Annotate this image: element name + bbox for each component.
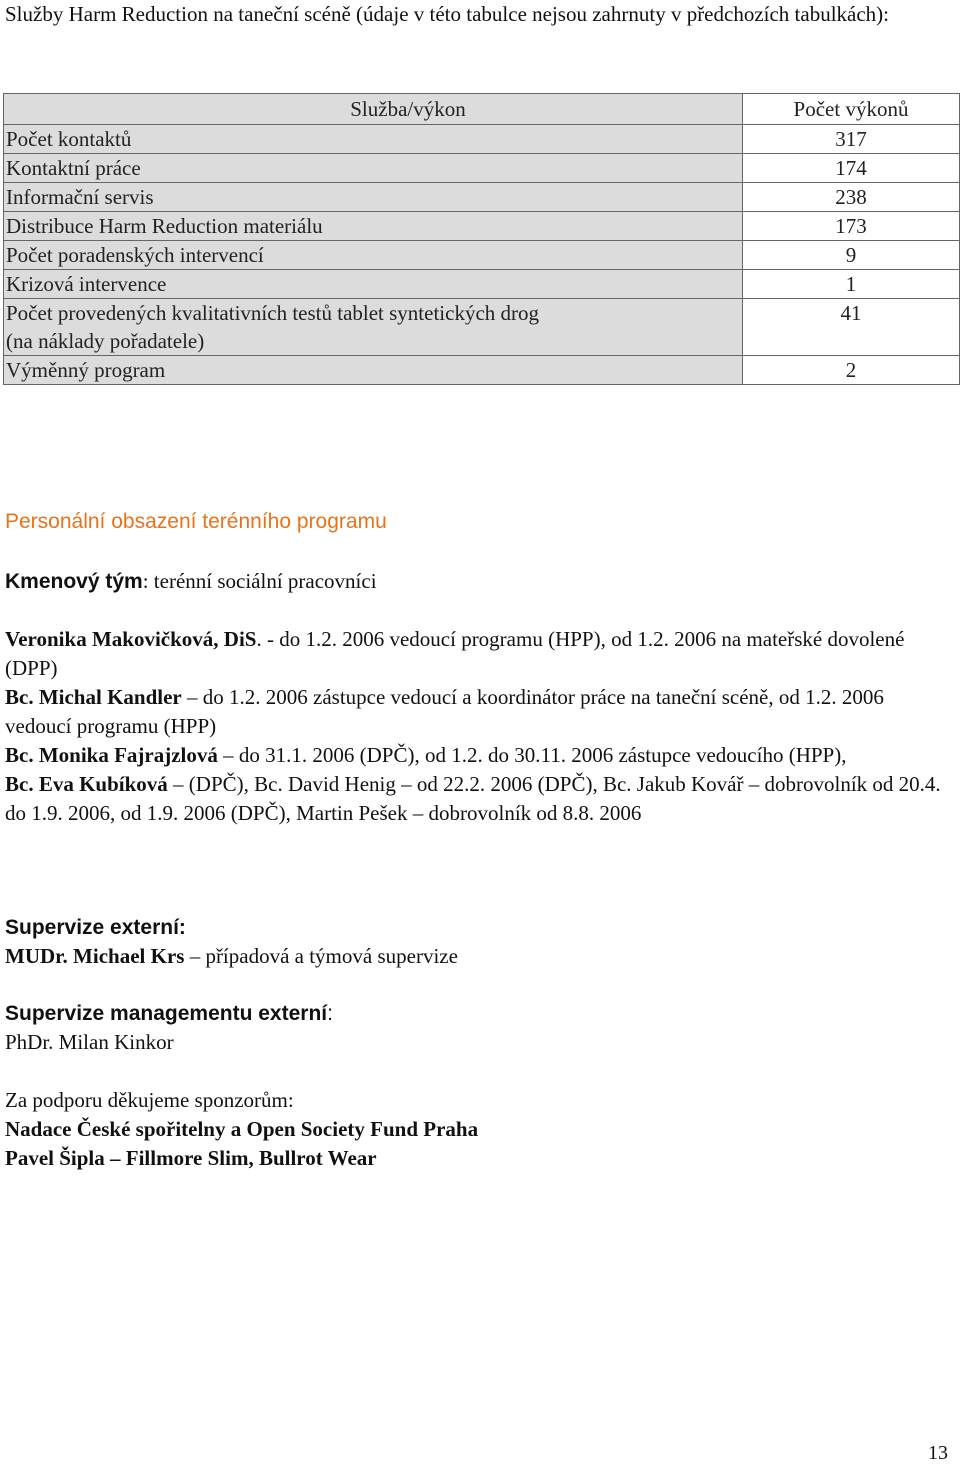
staff-name: Bc. Monika Fajrajzlová: [5, 743, 218, 767]
header-service: Služba/výkon: [4, 94, 743, 125]
page-number: 13: [928, 1442, 948, 1464]
staff-name: Bc. Michal Kandler: [5, 685, 182, 709]
table-row: [4, 212, 960, 241]
sponsor-line: Pavel Šipla – Fillmore Slim, Bullrot Wear: [5, 1146, 377, 1170]
supervision-management-label: Supervize managementu externí: [5, 1002, 328, 1025]
table-row: [4, 270, 960, 299]
supervision-management-label-line: [5, 999, 945, 1028]
row-count: 238: [743, 183, 960, 212]
table-row: [4, 241, 960, 270]
intro-paragraph: Služby Harm Reduction na taneční scéně (údaje v této tabulce nejsou zahrnuty v předchozích tabulkách):: [5, 2, 890, 26]
table-row: [4, 299, 960, 356]
row-service: Počet poradenských intervencí: [4, 241, 743, 270]
table-row: [4, 356, 960, 385]
staff-details: – (DPČ), Bc. David Henig – od 22.2. 2006 (DPČ), Bc. Jakub Kovář – dobrovolník od 20.4. do 1.9. 2006, od 1.9. 2006 (DPČ), Martin Pešek – dobrovolník od 8.8. 2006: [5, 772, 941, 825]
sponsors-intro: Za podporu děkujeme sponzorům:: [5, 1088, 294, 1112]
row-service: Distribuce Harm Reduction materiálu: [4, 212, 743, 241]
staff-member: [5, 741, 945, 770]
staff-details: – do 31.1. 2006 (DPČ), od 1.2. do 30.11. 2006 zástupce vedoucího (HPP),: [217, 743, 847, 767]
table-row: [4, 154, 960, 183]
staff-members: [5, 625, 945, 828]
supervision-external: [5, 913, 945, 971]
row-service: Krizová intervence: [4, 270, 743, 299]
row-count: 174: [743, 154, 960, 183]
supervision-management-name: PhDr. Milan Kinkor: [5, 1030, 174, 1054]
row-count: 1: [743, 270, 960, 299]
row-service: Kontaktní práce: [4, 154, 743, 183]
table-row: [4, 125, 960, 154]
row-service: Informační servis: [4, 183, 743, 212]
staff-member: [5, 770, 945, 828]
row-service-line1: Počet provedených kvalitativních testů tablet syntetických drog: [6, 301, 540, 325]
table-row: [4, 183, 960, 212]
row-service-multiline: [4, 299, 743, 356]
sponsor-line: Nadace České spořitelny a Open Society Fund Praha: [5, 1117, 479, 1141]
staff-name: Bc. Eva Kubíková: [5, 772, 168, 796]
staff-member: [5, 625, 945, 683]
row-count: 41: [743, 299, 960, 356]
supervision-external-text: – případová a týmová supervize: [184, 944, 458, 968]
row-service: Počet kontaktů: [4, 125, 743, 154]
row-count: 9: [743, 241, 960, 270]
table-header-row: [4, 94, 960, 125]
staff-member: [5, 683, 945, 741]
supervision-management-colon: :: [327, 1002, 333, 1025]
staffing-title: Personální obsazení terénního programu: [5, 510, 387, 533]
sponsors: [5, 1086, 945, 1173]
header-count: Počet výkonů: [743, 94, 960, 125]
row-count: 2: [743, 356, 960, 385]
staff-name: Veronika Makovičková, DiS: [5, 627, 257, 651]
row-count: 173: [743, 212, 960, 241]
staff-details: . - do 1.2. 2006 vedoucí programu (HPP), od 1.2. 2006 na mateřské dovolené (DPP): [5, 627, 905, 680]
core-team-text: : terénní sociální pracovníci: [142, 569, 377, 593]
core-team-label: Kmenový tým: [5, 570, 143, 593]
supervisor-name: MUDr. Michael Krs: [5, 944, 185, 968]
row-count: 317: [743, 125, 960, 154]
row-service-line2: (na náklady pořadatele): [6, 329, 205, 353]
supervision-external-line: [5, 942, 945, 971]
services-table: [3, 93, 960, 385]
row-service: Výměnný program: [4, 356, 743, 385]
staff-details: – do 1.2. 2006 zástupce vedoucí a koordinátor práce na taneční scéně, od 1.2. 2006 vedoucí programu (HPP): [5, 685, 884, 738]
supervision-external-label: Supervize externí:: [5, 916, 186, 939]
supervision-management: [5, 999, 945, 1057]
core-team-line: [5, 567, 945, 596]
